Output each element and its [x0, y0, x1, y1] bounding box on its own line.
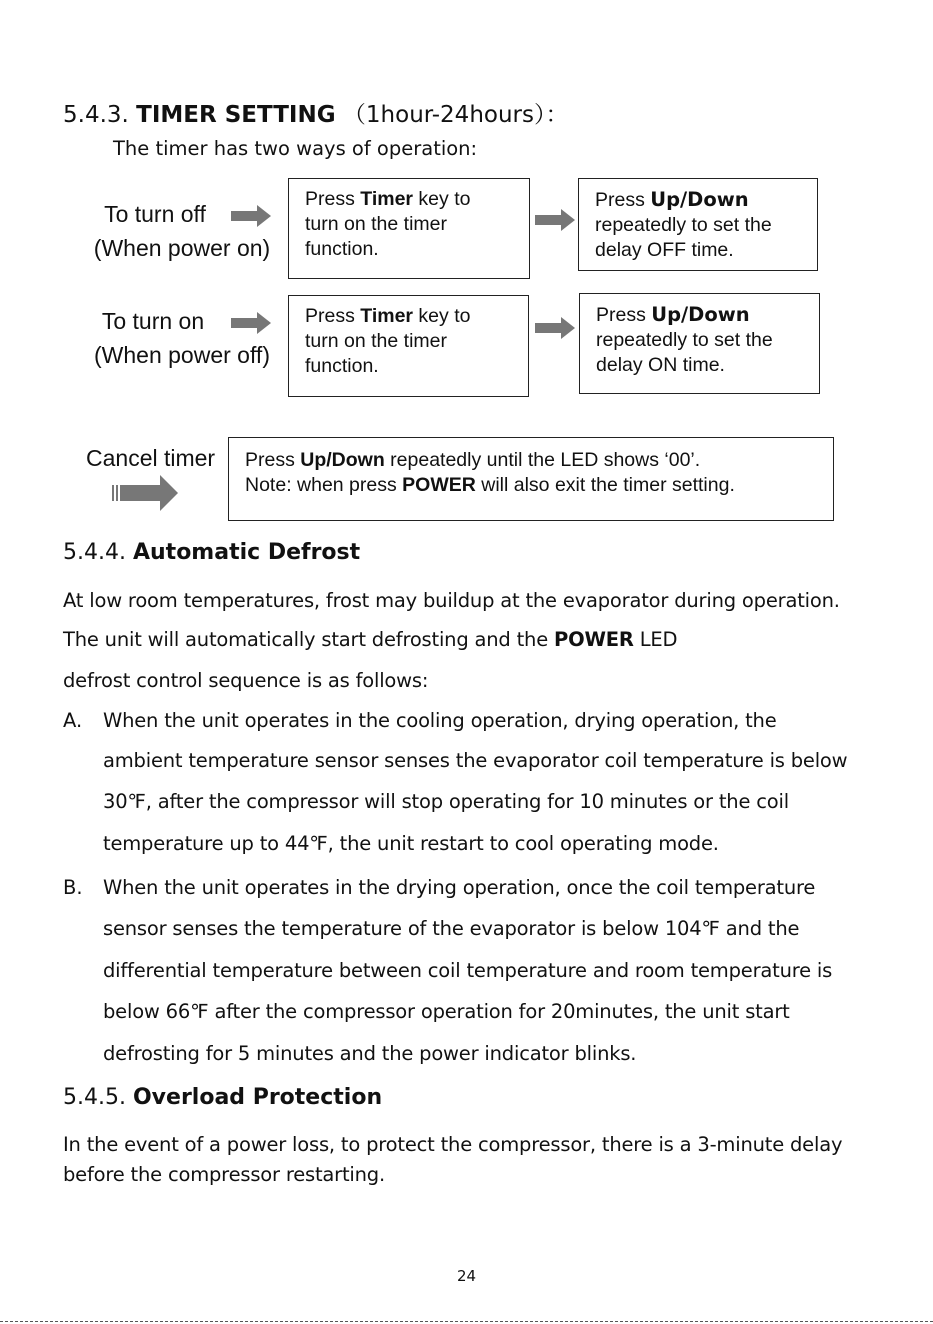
section-title: TIMER SETTING [136, 102, 336, 128]
defrost-paragraph-line1: At low room temperatures, frost may buildup at the evaporator during operation. [63, 589, 840, 612]
text: function. [305, 238, 379, 260]
overload-paragraph-line1: In the event of a power loss, to protect the compressor, there is a 3-minute delay [63, 1133, 843, 1156]
section-number: 5.4.5. [63, 1085, 126, 1110]
section-heading-timer-setting [63, 96, 568, 129]
text: delay ON time. [596, 354, 725, 376]
section-title: Automatic Defrost [132, 540, 361, 565]
timer-intro-text: The timer has two ways of operation: [113, 137, 478, 160]
text: Note: when press [245, 474, 403, 496]
arrow-right-icon [231, 205, 271, 227]
defrost-paragraph-line2 [63, 628, 677, 652]
timer-key-text: Timer [360, 188, 414, 210]
power-key-text: POWER [402, 474, 476, 496]
arrow-right-icon [112, 475, 178, 511]
cancel-timer-label: Cancel timer [86, 445, 216, 471]
timer-key-text: Timer [360, 305, 414, 327]
item-b-line2: sensor senses the temperature of the evaporator is below 104℉ and the [103, 917, 800, 940]
power-key-text: POWER [554, 628, 634, 651]
text: repeatedly to set the [596, 329, 773, 351]
up-down-key-text: Up/Down [300, 449, 385, 471]
text: repeatedly until the LED shows ‘00’. [384, 449, 701, 471]
section-heading-overload-protection [63, 1085, 382, 1110]
turn-off-label-line2: (When power on) [93, 235, 271, 261]
text: The unit will automatically start defrosting and the [63, 628, 555, 651]
item-b-line1: When the unit operates in the drying operation, once the coil temperature [103, 876, 816, 899]
list-marker-a: A. [63, 709, 83, 732]
text: Press [596, 304, 652, 326]
item-a-line2: ambient temperature sensor senses the evaporator coil temperature is below [103, 749, 848, 772]
up-down-key-text: Up/Down [651, 303, 750, 326]
text: turn on the timer [305, 330, 447, 352]
text: key to [413, 305, 471, 327]
text: LED [633, 628, 678, 651]
list-marker-b: B. [63, 876, 83, 899]
item-a-line1: When the unit operates in the cooling operation, drying operation, the [103, 709, 777, 732]
turn-off-delay-box [578, 178, 818, 271]
arrow-right-icon [535, 209, 575, 231]
turn-on-label-line1: To turn on [101, 308, 205, 334]
text: function. [305, 355, 379, 377]
text: will also exit the timer setting. [475, 474, 735, 496]
text: Press [245, 449, 301, 471]
turn-off-timer-box [288, 178, 530, 279]
footer-divider [0, 1321, 933, 1322]
item-b-line3: differential temperature between coil temperature and room temperature is [103, 959, 833, 982]
overload-paragraph-line2: before the compressor restarting. [63, 1163, 385, 1186]
text: Press [305, 305, 361, 327]
arrow-right-icon [231, 312, 271, 334]
turn-on-delay-box [579, 293, 820, 394]
page-number: 24 [456, 1267, 477, 1285]
turn-off-label-line1: To turn off [104, 201, 206, 227]
item-b-line4: below 66℉ after the compressor operation for 20minutes, the unit start [103, 1000, 790, 1023]
up-down-key-text: Up/Down [650, 188, 749, 211]
section-number: 5.4.4. [63, 540, 126, 565]
section-subtitle: （1hour-24hours）： [342, 102, 569, 128]
text: turn on the timer [305, 213, 447, 235]
section-title: Overload Protection [132, 1085, 383, 1110]
arrow-right-icon [535, 317, 575, 339]
item-a-line4: temperature up to 44℉, the unit restart to cool operating mode. [103, 832, 719, 855]
section-heading-automatic-defrost [63, 540, 360, 565]
turn-on-label-line2: (When power off) [94, 342, 270, 368]
cancel-timer-box [228, 437, 834, 521]
item-b-line5: defrosting for 5 minutes and the power indicator blinks. [103, 1042, 637, 1065]
text: Press [305, 188, 361, 210]
text: key to [413, 188, 471, 210]
turn-on-timer-box [288, 295, 529, 397]
text: delay OFF time. [595, 239, 734, 261]
section-number: 5.4.3. [63, 102, 129, 128]
text: repeatedly to set the [595, 214, 772, 236]
defrost-paragraph-line3: defrost control sequence is as follows: [63, 669, 429, 692]
item-a-line3: 30℉, after the compressor will stop operating for 10 minutes or the coil [103, 790, 789, 813]
text: Press [595, 189, 651, 211]
